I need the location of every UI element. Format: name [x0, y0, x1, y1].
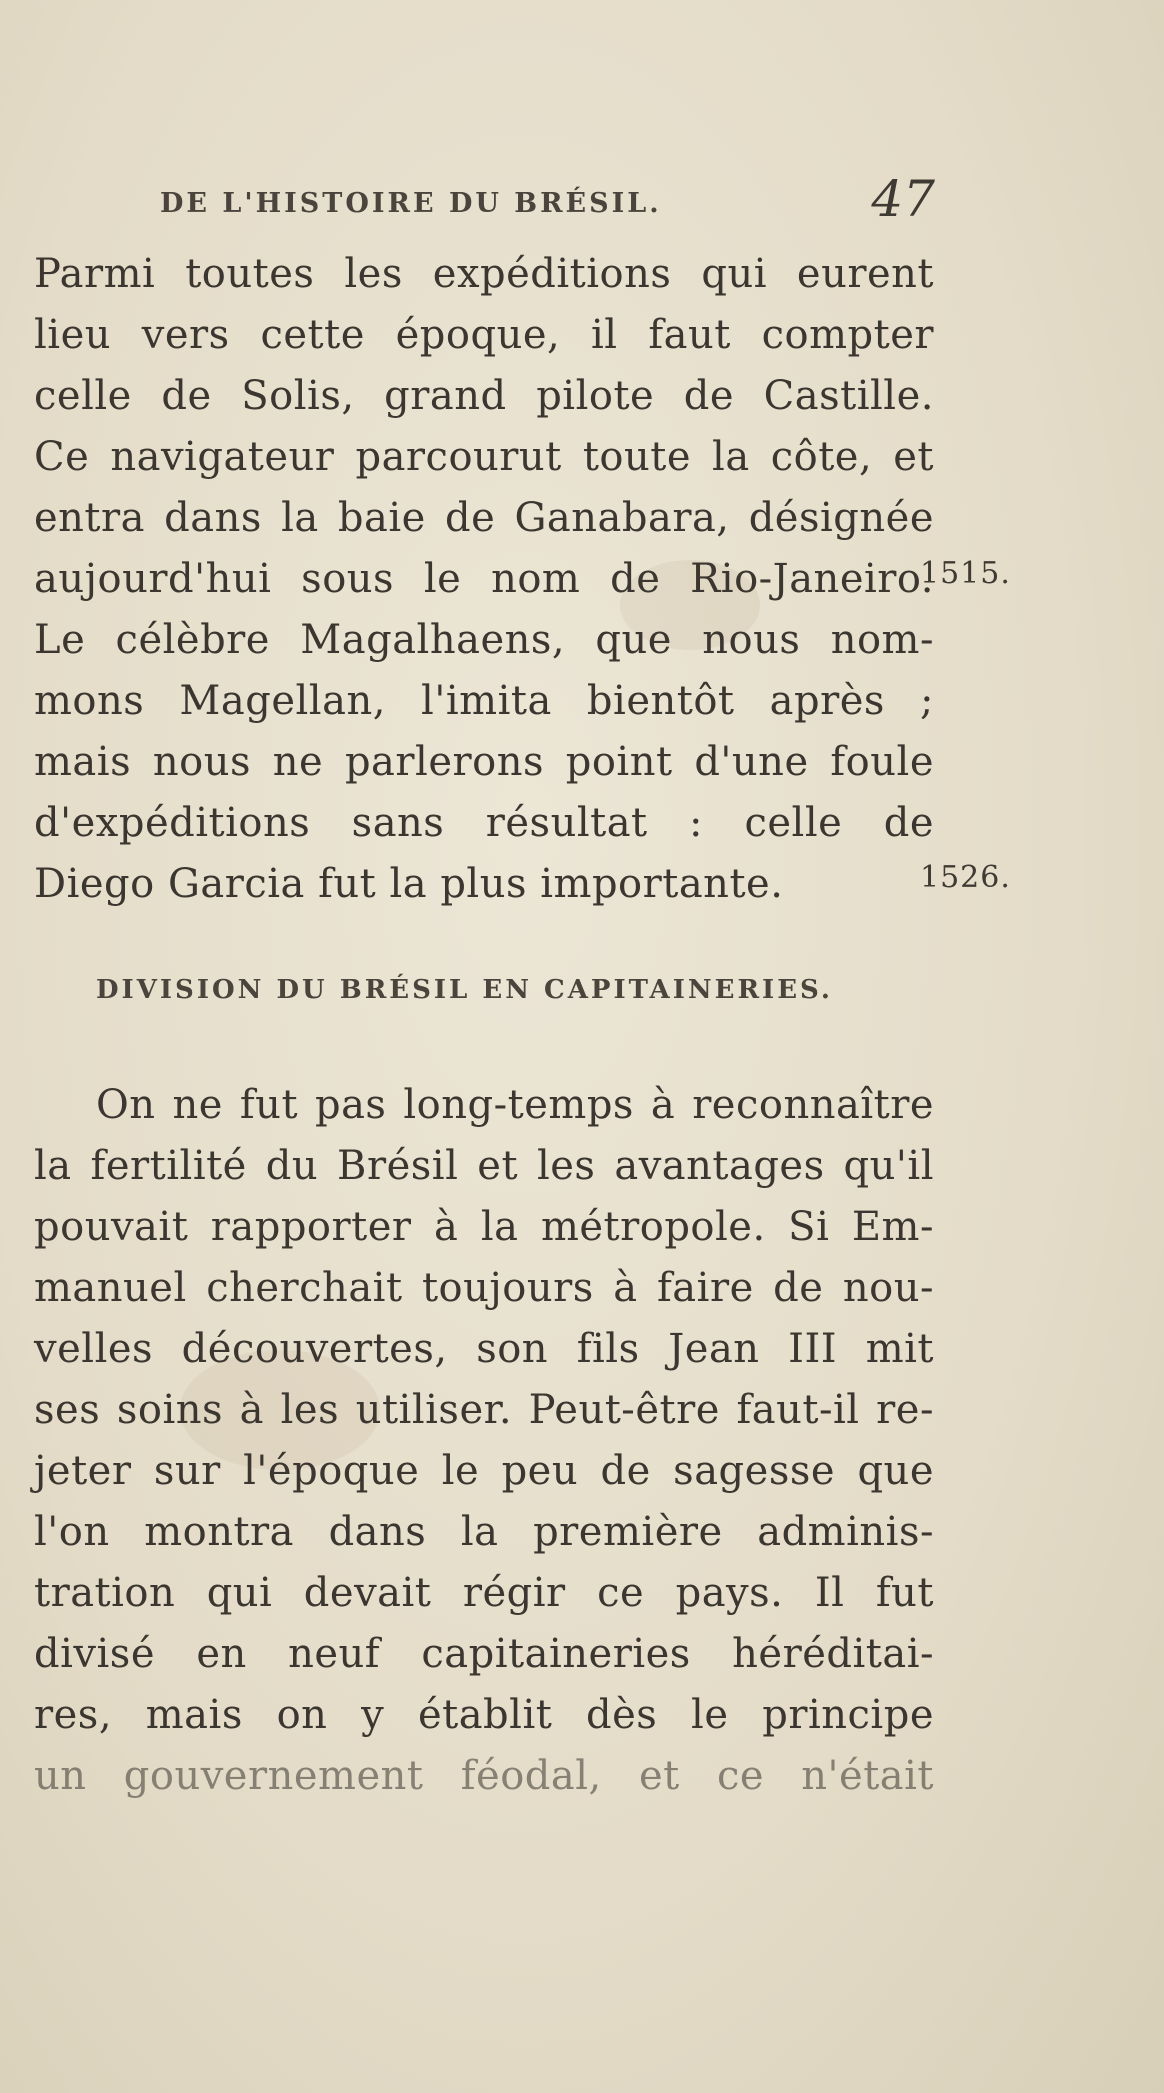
text-line: mais nous ne parlerons point d'une foule	[34, 739, 934, 785]
text-line: res, mais on y établit dès le principe	[34, 1692, 934, 1738]
text-line: On ne fut pas long-temps à reconnaître	[96, 1082, 934, 1128]
text-line: l'on montra dans la première adminis-	[34, 1509, 934, 1555]
margin-date-1515: 1515.	[920, 556, 1011, 591]
text-line: Diego Garcia fut la plus importante.	[34, 861, 784, 907]
text-line: la fertilité du Brésil et les avantages qu'il	[34, 1143, 934, 1189]
section-heading: DIVISION DU BRÉSIL EN CAPITAINERIES.	[96, 975, 833, 1005]
text-line: mons Magellan, l'imita bientôt après ;	[34, 678, 934, 724]
margin-date-1526: 1526.	[920, 860, 1011, 895]
text-line: ses soins à les utiliser. Peut-être faut-il re-	[34, 1387, 934, 1433]
running-title: DE L'HISTOIRE DU BRÉSIL.	[160, 188, 662, 219]
text-line: un gouvernement féodal, et ce n'était	[34, 1753, 934, 1799]
text-line: entra dans la baie de Ganabara, désignée	[34, 495, 934, 541]
page-number: 47	[871, 170, 935, 228]
text-line: Parmi toutes les expéditions qui eurent	[34, 251, 934, 297]
text-line: divisé en neuf capitaineries héréditai-	[34, 1631, 934, 1677]
text-line: d'expéditions sans résultat : celle de	[34, 800, 934, 846]
text-line: celle de Solis, grand pilote de Castille.	[34, 373, 934, 419]
text-line: velles découvertes, son fils Jean III mit	[34, 1326, 934, 1372]
text-line: jeter sur l'époque le peu de sagesse que	[34, 1448, 934, 1494]
text-line: Le célèbre Magalhaens, que nous nom-	[34, 617, 934, 663]
paragraph-expeditions	[34, 244, 934, 915]
text-line: tration qui devait régir ce pays. Il fut	[34, 1570, 934, 1616]
text-line: pouvait rapporter à la métropole. Si Em-	[34, 1204, 934, 1250]
page-header	[160, 170, 935, 240]
text-line: aujourd'hui sous le nom de Rio-Janeiro.	[34, 556, 934, 602]
text-line: manuel cherchait toujours à faire de nou-	[34, 1265, 934, 1311]
paragraph-capitaineries	[34, 1075, 934, 1807]
text-line: lieu vers cette époque, il faut compter	[34, 312, 934, 358]
text-line: Ce navigateur parcourut toute la côte, et	[34, 434, 934, 480]
